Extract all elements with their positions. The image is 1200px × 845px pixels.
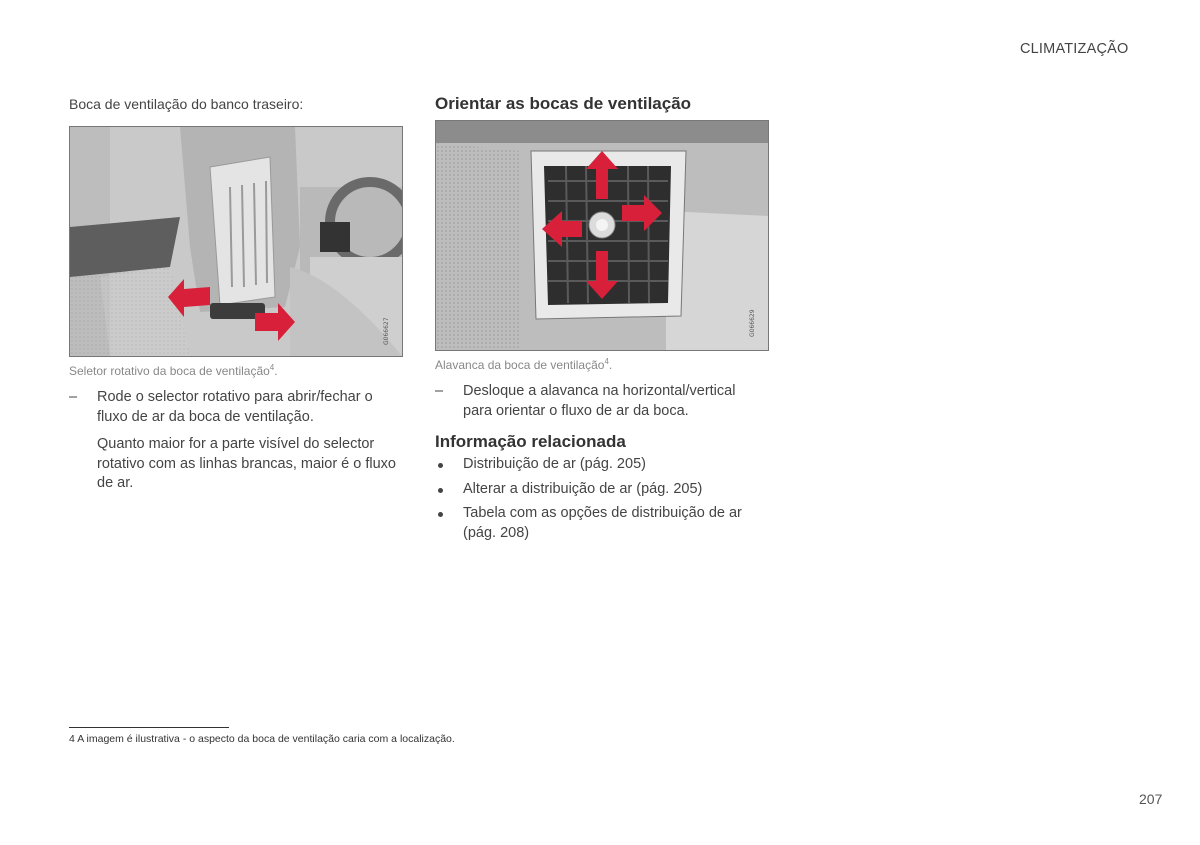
step-dash: –	[69, 389, 78, 405]
caption-text: Alavanca da boca de ventilação	[435, 358, 605, 372]
rear-vent-illustration	[70, 127, 402, 356]
step-dash: –	[435, 383, 444, 399]
figure-caption	[69, 363, 278, 378]
figure-code: G066629	[749, 309, 756, 337]
instruction-step	[69, 388, 399, 427]
figure-code: G066627	[383, 317, 390, 345]
related-link-text[interactable]: Distribuição de ar (pág. 205)	[463, 456, 646, 472]
related-link-text[interactable]: Tabela com as opções de distribuição de ar (pág. 208)	[463, 505, 742, 541]
related-link-text[interactable]: Alterar a distribuição de ar (pág. 205)	[463, 480, 703, 497]
related-link[interactable]	[435, 480, 765, 500]
rear-vent-figure	[69, 126, 403, 357]
note-text: Quanto maior for a parte visível do selector rotativo com as linhas brancas, maior é o fluxo de ar.	[97, 436, 396, 491]
footnote	[69, 733, 455, 745]
caption-end: .	[274, 364, 278, 378]
caption-text: Seletor rotativo da boca de ventilação	[69, 364, 270, 378]
intro-text: Boca de ventilação do banco traseiro:	[69, 96, 304, 112]
vent-direction-figure	[435, 120, 769, 351]
instruction-step	[435, 382, 765, 421]
bullet-icon	[438, 488, 443, 493]
related-link[interactable]	[435, 455, 765, 475]
footnote-marker: 4	[69, 733, 75, 745]
related-heading: Informação relacionada	[435, 432, 626, 451]
figure-caption	[435, 357, 612, 372]
vent-direction-illustration	[436, 121, 768, 350]
related-list	[435, 455, 765, 548]
bullet-icon	[438, 463, 443, 468]
related-link[interactable]	[435, 504, 765, 543]
step-text: Rode o selector rotativo para abrir/fechar o fluxo de ar da boca de ventilação.	[97, 389, 373, 425]
footnote-ref: 4	[269, 363, 275, 372]
section-heading: Orientar as bocas de ventilação	[435, 94, 692, 113]
page-number: 207	[1139, 791, 1163, 807]
bullet-icon	[438, 512, 443, 517]
footnote-ref: 4	[604, 357, 609, 366]
footnote-divider	[69, 727, 229, 728]
footnote-text: A imagem é ilustrativa - o aspecto da boca de ventilação caria com a localização.	[77, 733, 455, 745]
caption-end: .	[608, 358, 613, 372]
step-text: Desloque a alavanca na horizontal/vertical para orientar o fluxo de ar da boca.	[463, 383, 736, 419]
section-header: CLIMATIZAÇÃO	[1020, 41, 1129, 57]
